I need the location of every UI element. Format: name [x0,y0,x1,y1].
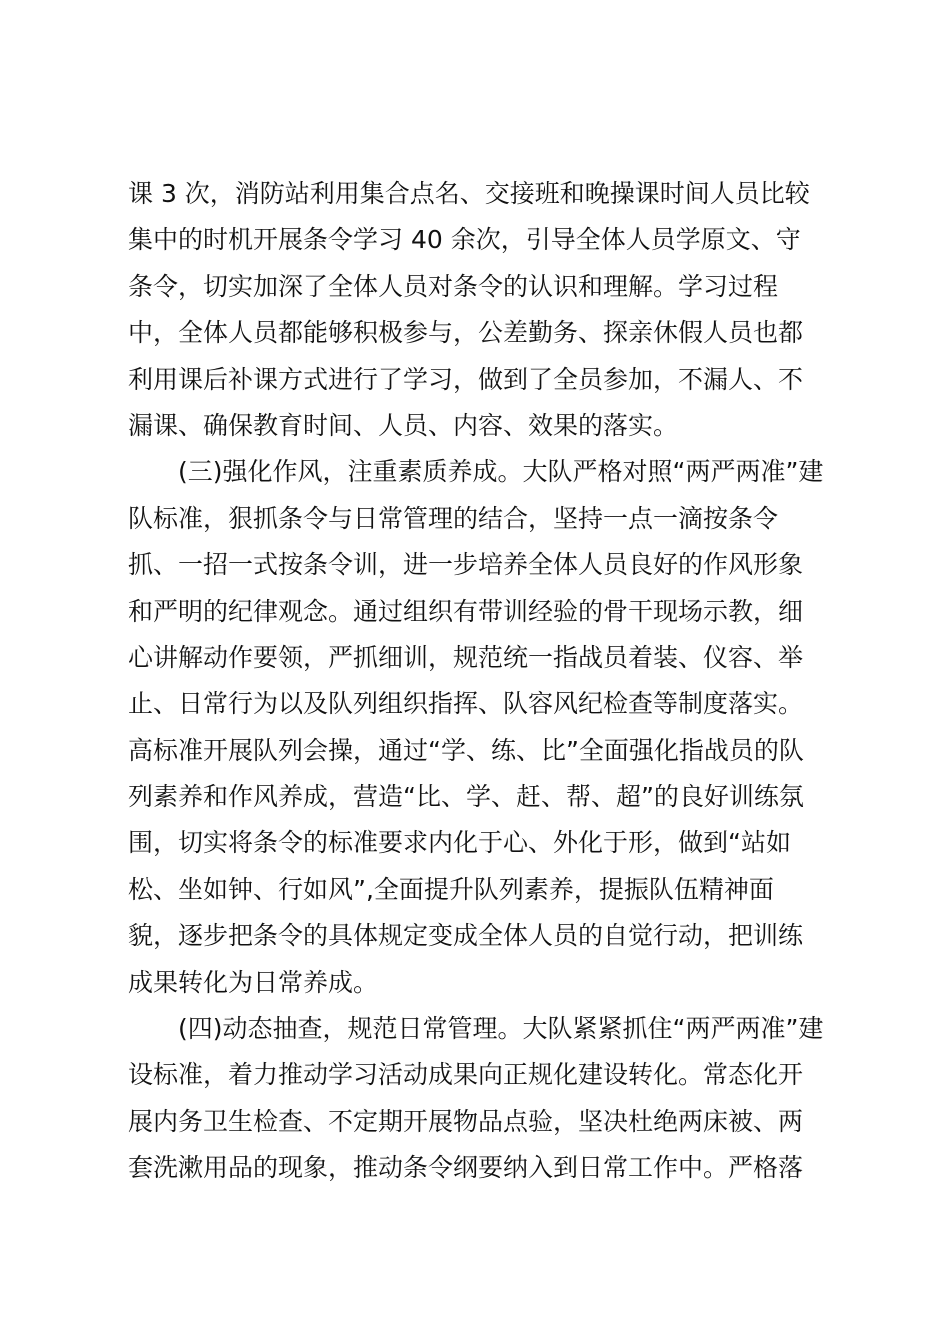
text-line: 成果转化为日常养成。 [128,967,379,997]
text-line: 列素养和作风养成，营造“比、学、赶、帮、超”的良好训练氛 [128,782,804,812]
section-heading-line: (四)动态抽查，规范日常管理。大队紧紧抓住“两严两准”建 [178,1014,824,1044]
text-line: 抓、一招一式按条令训，进一步培养全体人员良好的作风形象 [128,550,804,580]
section-heading-line: (三)强化作风，注重素质养成。大队严格对照“两严两准”建 [178,457,824,487]
text-line: 松、坐如钟、行如风”,全面提升队列素养，提振队伍精神面 [128,874,774,904]
text-line: 队标准，狠抓条令与日常管理的结合，坚持一点一滴按条令 [128,503,779,533]
text-line: 貌，逐步把条令的具体规定变成全体人员的自觉行动，把训练 [128,921,804,951]
text-line: 心讲解动作要领，严抓细训，规范统一指战员着装、仪容、举 [128,642,804,672]
text-line: 和严明的纪律观念。通过组织有带训经验的骨干现场示教，细 [128,596,804,626]
text-line: 高标准开展队列会操，通过“学、练、比”全面强化指战员的队 [128,735,804,765]
text-line: 集中的时机开展条令学习 40 余次，引导全体人员学原文、守 [128,225,801,255]
text-line: 止、日常行为以及队列组织指挥、队容风纪检查等制度落实。 [128,689,804,719]
text-line: 设标准，着力推动学习活动成果向正规化建设转化。常态化开 [128,1060,804,1090]
text-line: 漏课、确保教育时间、人员、内容、效果的落实。 [128,410,679,440]
text-line: 围，切实将条令的标准要求内化于心、外化于形，做到“站如 [128,828,791,858]
text-line: 条令，切实加深了全体人员对条令的认识和理解。学习过程 [128,271,779,301]
text-line: 课 3 次，消防站利用集合点名、交接班和晚操课时间人员比较 [128,179,810,208]
text-line: 套洗漱用品的现象，推动条令纲要纳入到日常工作中。严格落 [128,1153,804,1183]
body-text [128,171,828,1192]
text-line: 中，全体人员都能够积极参与，公差勤务、探亲休假人员也都 [128,318,804,348]
text-line: 利用课后补课方式进行了学习，做到了全员参加，不漏人、不 [128,364,804,394]
text-line: 展内务卫生检查、不定期开展物品点验，坚决杜绝两床被、两 [128,1106,804,1136]
